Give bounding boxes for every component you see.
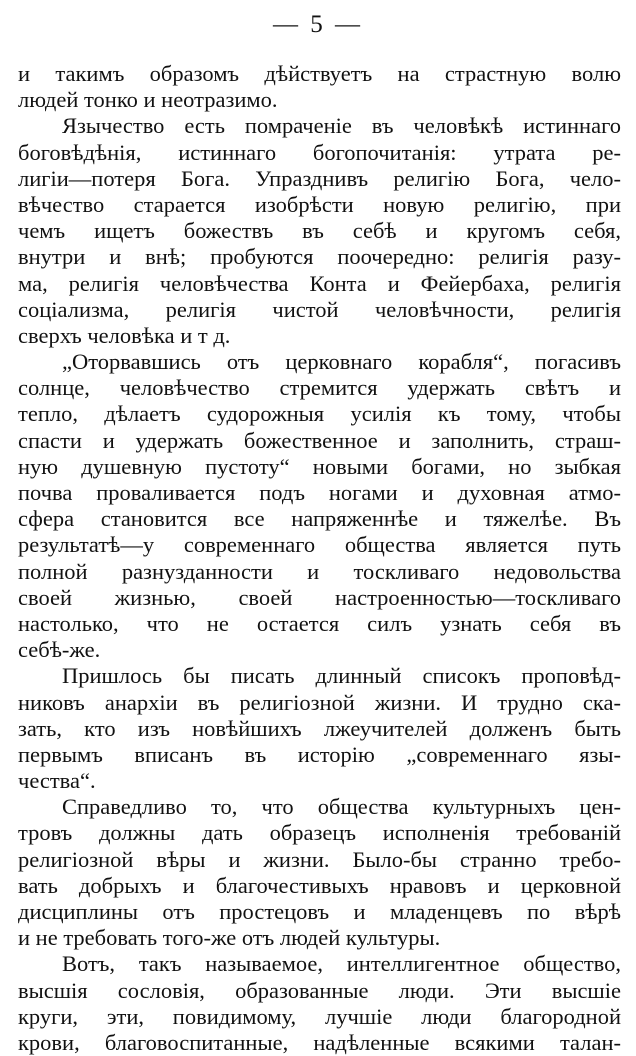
text-line: тепло, дѣлаетъ судорожныя усилія къ тому, чтобы <box>18 401 621 427</box>
text-line: „Оторвавшись отъ церковнаго корабля“, погасивъ <box>62 349 621 375</box>
text-line: Вотъ, такъ называемое, интеллигентное общество, <box>62 951 621 977</box>
text-line: чемъ ищетъ божествъ въ себѣ и кругомъ себя, <box>18 218 621 244</box>
text-line: результатѣ—у современнаго общества является путь <box>18 532 621 558</box>
text-line: настолько, что не остается силъ узнать себя въ <box>18 610 621 636</box>
text-line: вѣчество старается изобрѣсти новую религію, при <box>18 191 621 217</box>
text-line: внутри и внѣ; пробуются поочередно: религія разу- <box>18 244 621 270</box>
text-line: соціализма, религія чистой человѣчности, религія <box>18 296 621 322</box>
text-line: ма, религія человѣчества Конта и Фейербаха, религія <box>18 270 621 296</box>
text-line: и не требовать того-же отъ людей культуры. <box>18 925 441 951</box>
body-text <box>18 61 621 1056</box>
text-line: людей тонко и неотразимо. <box>18 87 278 113</box>
text-line: сфера становится все напряженнѣе и тяжелѣе. Въ <box>18 506 621 532</box>
text-line: тровъ должны дать образецъ исполненія требованій <box>18 820 621 846</box>
text-line: Справедливо то, что общества культурныхъ цен- <box>62 794 621 820</box>
text-line: спасти и удержать божественное и заполнить, страш- <box>18 427 621 453</box>
text-line: высшія сословія, образованные люди. Эти высшіе <box>18 977 621 1003</box>
text-line: вать добрыхъ и благочестивыхъ нравовъ и церковной <box>18 872 621 898</box>
text-line: почва проваливается подъ ногами и духовная атмо- <box>18 480 621 505</box>
text-line: ную душевную пустоту“ новыми богами, но зыбкая <box>18 453 621 479</box>
text-line: крови, благовоспитанные, надѣленные всякими талан- <box>18 1029 621 1055</box>
text-line: своей жизнью, своей настроенностью—тоскливаго <box>18 584 621 610</box>
text-line: себѣ-же. <box>18 637 101 663</box>
text-line: боговѣдѣнія, истиннаго богопочитанія: утрата ре- <box>18 139 621 165</box>
text-line: полной разнузданности и тоскливаго недовольства <box>18 558 621 584</box>
text-line: зать, кто изъ новѣйшихъ лжеучителей долженъ быть <box>18 715 621 741</box>
text-line: Язычество есть помраченіе въ человѣкѣ истиннаго <box>62 113 621 139</box>
text-line: лигіи—потеря Бога. Упразднивъ религію Бога, чело- <box>18 165 621 191</box>
text-line: круги, эти, повидимому, лучшіе люди благородной <box>18 1003 621 1029</box>
text-line: сверхъ человѣка и т д. <box>18 322 231 348</box>
page-number: — 5 — <box>273 11 363 38</box>
text-line: дисциплины отъ простецовъ и младенцевъ по вѣрѣ <box>18 899 621 924</box>
text-line: Пришлось бы писать длинный списокъ проповѣд- <box>62 663 621 689</box>
text-line: религіозной вѣры и жизни. Было-бы странно требо- <box>18 846 621 872</box>
text-line: никовъ анархіи въ религіозной жизни. И трудно ска- <box>18 689 621 715</box>
text-line: солнце, человѣчество стремится удержать свѣтъ и <box>18 375 621 401</box>
text-line: чества“. <box>18 768 96 794</box>
text-line: первымъ вписанъ въ исторію „современнаго язы- <box>18 741 621 767</box>
text-line: и такимъ образомъ дѣйствуетъ на страстную волю <box>18 61 621 86</box>
